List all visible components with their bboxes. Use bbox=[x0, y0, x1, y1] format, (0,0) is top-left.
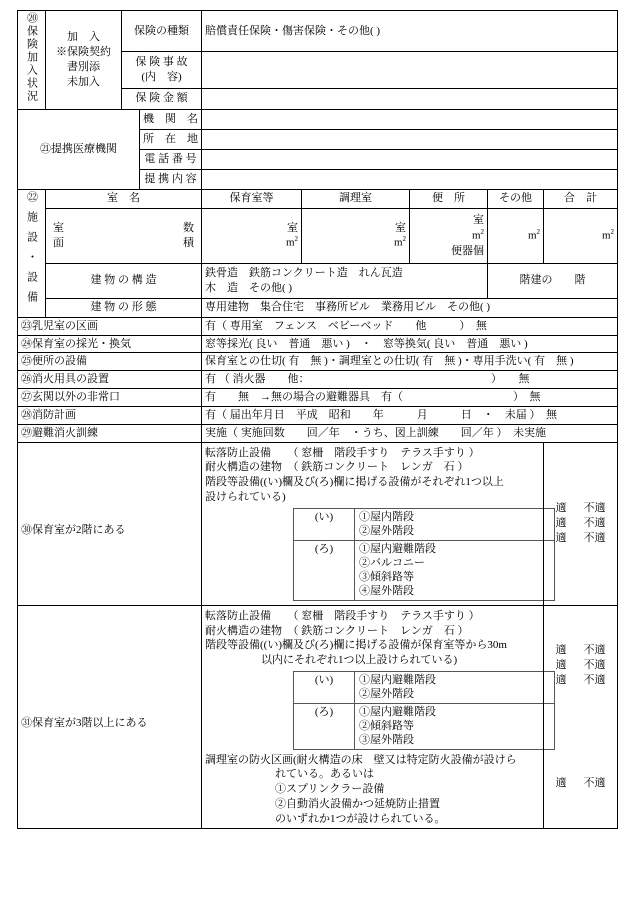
insurance-type-key: 保険の種類 bbox=[122, 11, 202, 52]
value-evacuation-drill[interactable]: 実施（ 実施回数 回／年 ・うち、図上訓練 回／年 ） 未実施 bbox=[202, 424, 618, 442]
judgment-floor2 bbox=[544, 442, 618, 605]
judgment-floor3-kitchen[interactable]: 適 不適 bbox=[555, 776, 606, 789]
insurance-type-value[interactable]: 賠償責任保険・傷害保険・その他( ) bbox=[202, 11, 618, 52]
floor2-item-fireproof[interactable]: 耐火構造の建物 （ 鉄筋コンクリート レンガ 石 ） bbox=[205, 461, 469, 474]
label-toilet-equipment: ㉕便所の設備 bbox=[18, 353, 202, 371]
label-fire-plan: ㉘消防計画 bbox=[18, 406, 202, 424]
floor3-item-fallprevention[interactable]: 転落防止設備 （ 窓柵 階段手すり テラス手すり ） bbox=[205, 609, 480, 622]
facility-floors[interactable]: 階建の 階 bbox=[488, 263, 618, 298]
judgment-floor3-spacer bbox=[547, 688, 614, 776]
facility-header-toilet: 便 所 bbox=[410, 189, 488, 208]
floor3-kitchen-l2[interactable]: れている。あるいは bbox=[275, 768, 374, 781]
insurance-amount-value[interactable] bbox=[202, 88, 618, 109]
value-infant-partition[interactable]: 有（ 専用室 フェンス ベビーベッド 他 ） 無 bbox=[202, 317, 618, 335]
medical-row-name bbox=[18, 109, 618, 129]
medical-phone-key: 電 話 番 号 bbox=[140, 149, 202, 169]
facility-toilet-values[interactable]: 室 $m^2$ 便器個 bbox=[410, 208, 488, 263]
label-infant-partition: ㉓乳児室の区画 bbox=[18, 317, 202, 335]
facility-header-kitchen: 調理室 bbox=[302, 189, 410, 208]
row-emergency-exit bbox=[18, 389, 618, 407]
label-evacuation-drill: ㉙避難消火訓練 bbox=[18, 424, 202, 442]
facility-header-nursery: 保育室等 bbox=[202, 189, 302, 208]
floor2-item-fallprevention[interactable]: 転落防止設備 （ 窓柵 階段手すり テラス手すり ） bbox=[205, 446, 480, 459]
row-toilet-equipment bbox=[18, 353, 618, 371]
facility-room-header-row bbox=[18, 189, 618, 208]
floor3-item-stairs-l2[interactable]: 以内にそれぞれ1つ以上設けられている) bbox=[261, 654, 458, 667]
floor2-sub-row-ro bbox=[294, 540, 555, 600]
facility-header-total: 合 計 bbox=[544, 189, 618, 208]
judgment-floor3-row2[interactable]: 適 不適 bbox=[555, 658, 606, 671]
medical-content-key: 提 携 内 容 bbox=[140, 169, 202, 189]
floor3-sub-key-i: (い) bbox=[294, 672, 355, 704]
medical-content-value[interactable] bbox=[202, 169, 618, 189]
floor3-sub-options-ro[interactable]: ①屋内避難階段 ②傾斜路等 ③屋外階段 bbox=[355, 703, 555, 749]
facility-other-values[interactable]: $m^2$ bbox=[488, 208, 544, 263]
facility-header-room-name: 室 名 bbox=[46, 189, 202, 208]
floor3-sub-row-i bbox=[294, 672, 555, 704]
judgment-floor3-row3[interactable]: 適 不適 bbox=[555, 673, 606, 686]
facility-kitchen-values[interactable]: 室 $m^2$ bbox=[302, 208, 410, 263]
label-lighting-ventilation: ㉔保育室の採光・換気 bbox=[18, 335, 202, 353]
floor2-sub-options-ro[interactable]: ①屋内避難階段 ②バルコニー ③傾斜路等 ④屋外階段 bbox=[355, 540, 555, 600]
floor2-sub-options-i[interactable]: ①屋内階段 ②屋外階段 bbox=[355, 508, 555, 540]
facility-count-area-labels: 室 数 面 積 bbox=[46, 208, 202, 263]
facility-form-label: 建 物 の 形 態 bbox=[46, 298, 202, 317]
row-lighting-ventilation bbox=[18, 335, 618, 353]
value-emergency-exit[interactable]: 有 無 →無の場合の避難器具 有（ ） 無 bbox=[202, 389, 618, 407]
judgment-floor2-row1[interactable]: 適 不適 bbox=[555, 502, 606, 515]
value-fire-plan[interactable]: 有（ 届出年月日 平成 昭和 年 月 日 ・ 未届 ） 無 bbox=[202, 406, 618, 424]
floor3-kitchen-l3[interactable]: ①スプリンクラー設備 bbox=[275, 783, 385, 796]
value-toilet-equipment[interactable]: 保育室との仕切( 有 無 )・調理室との仕切( 有 無 )・専用手洗い( 有 無 ) bbox=[202, 353, 618, 371]
floor2-sub-row-i bbox=[294, 508, 555, 540]
label-floor3: ㉛保育室が3階以上にある bbox=[18, 605, 202, 828]
value-fire-extinguisher[interactable]: 有 （ 消火器 他： ） 無 bbox=[202, 371, 618, 389]
floor3-kitchen-l5[interactable]: のいずれか1つが設けられている。 bbox=[275, 812, 446, 825]
facility-vertical-label: ㉒施設・設備 bbox=[18, 189, 46, 317]
floor3-sub-key-ro: (ろ) bbox=[294, 703, 355, 749]
judgment-floor2-row2[interactable]: 適 不適 bbox=[555, 517, 606, 530]
facility-form-row bbox=[18, 298, 618, 317]
medical-phone-value[interactable] bbox=[202, 149, 618, 169]
label-floor2: ㉚保育室が2階にある bbox=[18, 442, 202, 605]
floor2-sub-key-i: (い) bbox=[294, 508, 355, 540]
medical-address-value[interactable] bbox=[202, 129, 618, 149]
insurance-vertical-label: ⑳保険加入状況 bbox=[18, 11, 46, 110]
content-floor2 bbox=[202, 442, 544, 605]
floor3-kitchen-l4[interactable]: ②自動消火設備かつ延焼防止措置 bbox=[275, 798, 440, 811]
row-floor3 bbox=[18, 605, 618, 828]
medical-label: ㉑提携医療機関 bbox=[18, 109, 140, 189]
facility-form-value[interactable]: 専用建物 集合住宅 事務所ビル 業務用ビル その他( ) bbox=[202, 298, 618, 317]
row-infant-partition bbox=[18, 317, 618, 335]
floor3-sub-table bbox=[293, 671, 555, 749]
floor2-sub-table bbox=[293, 508, 555, 601]
floor2-item-stairs-l2[interactable]: 設けられている) bbox=[205, 491, 286, 504]
judgment-floor3-row1[interactable]: 適 不適 bbox=[555, 644, 606, 657]
main-form-table bbox=[17, 10, 618, 829]
medical-name-key: 機 関 名 bbox=[140, 109, 202, 129]
medical-address-key: 所 在 地 bbox=[140, 129, 202, 149]
insurance-accident-key: 保 険 事 故 (内 容) bbox=[122, 51, 202, 88]
facility-structure-row bbox=[18, 263, 618, 298]
row-floor2 bbox=[18, 442, 618, 605]
insurance-status-cell: 加 入 ※保険契約 書別添 未加入 bbox=[46, 11, 122, 110]
facility-total-values[interactable]: $m^2$ bbox=[544, 208, 618, 263]
value-lighting-ventilation[interactable]: 窓等採光( 良い 普通 悪い ) ・ 窓等換気( 良い 普通 悪い ) bbox=[202, 335, 618, 353]
row-fire-extinguisher bbox=[18, 371, 618, 389]
floor2-item-stairs-l1[interactable]: 階段等設備((い)欄及び(ろ)欄に掲げる設備がそれぞれ1つ以上 bbox=[205, 476, 504, 489]
insurance-accident-value[interactable] bbox=[202, 51, 618, 88]
row-fire-plan bbox=[18, 406, 618, 424]
floor2-sub-key-ro: (ろ) bbox=[294, 540, 355, 600]
facility-structure-value[interactable]: 鉄骨造 鉄筋コンクリート造 れん瓦造 木 造 その他( ) bbox=[202, 263, 488, 298]
insurance-row-type bbox=[18, 11, 618, 52]
medical-name-value[interactable] bbox=[202, 109, 618, 129]
insurance-amount-key: 保 険 金 額 bbox=[122, 88, 202, 109]
label-fire-extinguisher: ㉖消火用具の設置 bbox=[18, 371, 202, 389]
content-floor3 bbox=[202, 605, 544, 828]
facility-nursery-values[interactable]: 室 $m^2$ bbox=[202, 208, 302, 263]
floor3-sub-row-ro bbox=[294, 703, 555, 749]
floor3-kitchen-l1[interactable]: 調理室の防火区画(耐火構造の床 壁又は特定防火設備が設けら bbox=[205, 753, 517, 766]
floor3-item-stairs-l1[interactable]: 階段等設備((い)欄及び(ろ)欄に掲げる設備が保育室等から30m bbox=[205, 639, 507, 652]
facility-structure-label: 建 物 の 構 造 bbox=[46, 263, 202, 298]
facility-header-other: その他 bbox=[488, 189, 544, 208]
judgment-floor2-row3[interactable]: 適 不適 bbox=[555, 532, 606, 545]
row-evacuation-drill bbox=[18, 424, 618, 442]
facility-room-data-row bbox=[18, 208, 618, 263]
floor3-sub-options-i[interactable]: ①屋内避難階段 ②屋外階段 bbox=[355, 672, 555, 704]
label-emergency-exit: ㉗玄関以外の非常口 bbox=[18, 389, 202, 407]
judgment-floor3 bbox=[544, 605, 618, 828]
floor3-item-fireproof[interactable]: 耐火構造の建物 （ 鉄筋コンクリート レンガ 石 ） bbox=[205, 624, 469, 637]
